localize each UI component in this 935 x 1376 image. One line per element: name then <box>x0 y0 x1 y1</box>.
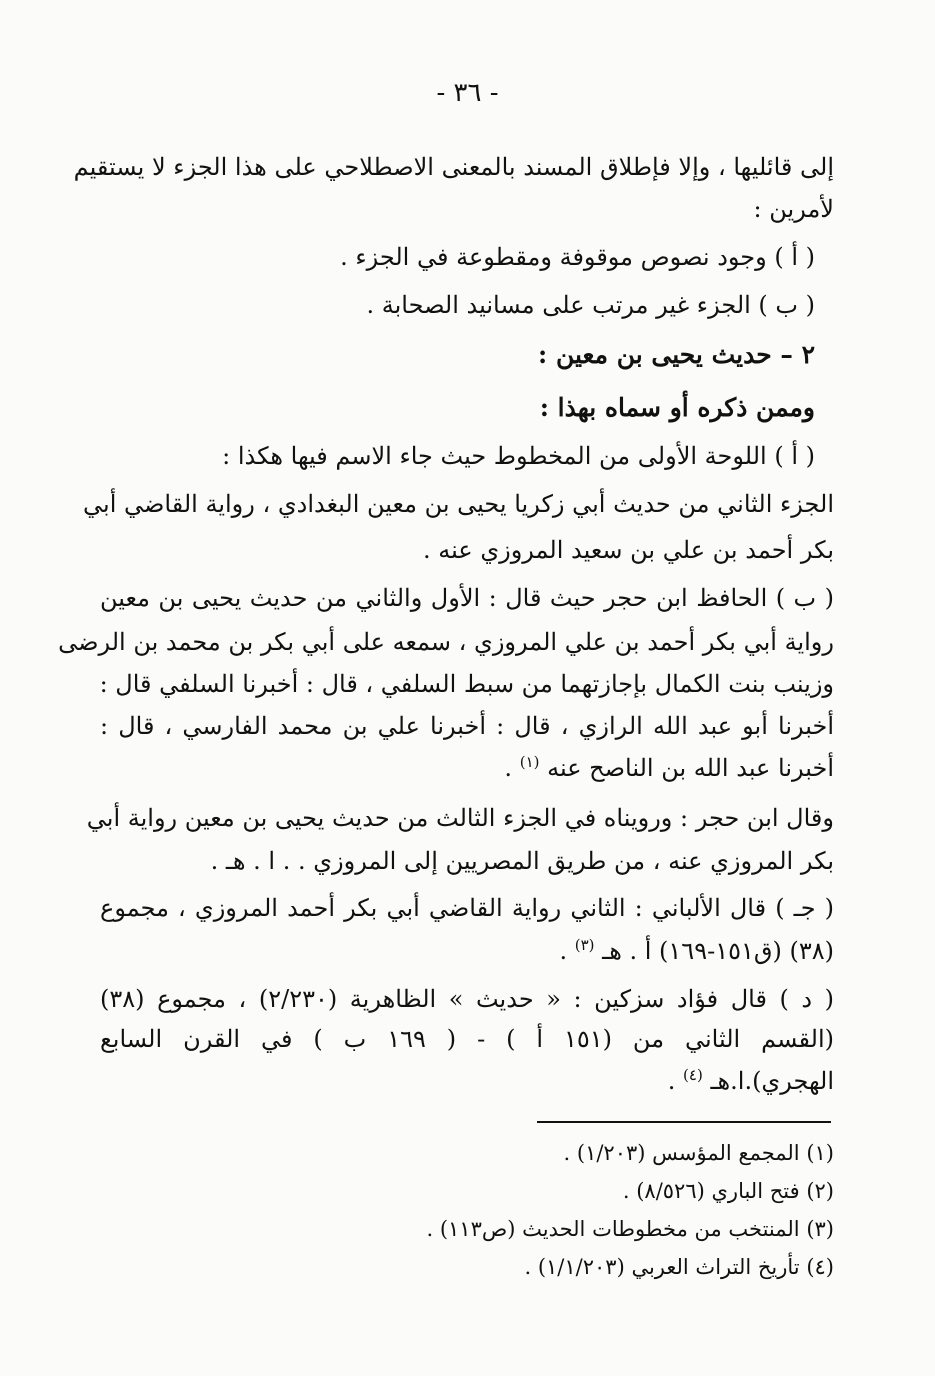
line-end: . <box>559 937 568 965</box>
text-line: بكر أحمد بن علي بن سعيد المروزي عنه . <box>423 536 834 564</box>
footnote-divider <box>537 1121 831 1123</box>
text-line: رواية أبي بكر أحمد بن علي المروزي ، سمعه على أبي بكر بن محمد بن الرضى <box>58 628 834 656</box>
text-line: الجزء الثاني من حديث أبي زكريا يحيى بن معين البغدادي ، رواية القاضي أبي <box>83 490 834 518</box>
page-number: - ٣٦ - <box>436 78 499 108</box>
footnote: (٣) المنتخب من مخطوطات الحديث (ص١١٣) . <box>426 1217 834 1241</box>
text-line: أخبرنا أبو عبد الله الرازي ، قال : أخبرنا علي بن محمد الفارسي ، قال : <box>100 712 834 740</box>
line-text: الهجري).ا.هـ <box>710 1067 834 1095</box>
text-line: (القسم الثاني من (١٥١ أ ) - ( ١٦٩ ب ) في القرن السابع <box>100 1025 834 1053</box>
list-item: ( ب ) الجزء غير مرتب على مسانيد الصحابة . <box>366 291 815 319</box>
footnote-ref: (١) <box>519 753 540 771</box>
section-heading: ٢ – حديث يحيى بن معين : <box>538 340 815 369</box>
list-item: ( أ ) وجود نصوص موقوفة ومقطوعة في الجزء . <box>340 243 815 271</box>
line-text: أخبرنا عبد الله بن الناصح عنه <box>547 754 834 782</box>
text-line: وقال ابن حجر : ورويناه في الجزء الثالث من حديث يحيى بن معين رواية أبي <box>86 804 834 832</box>
text-line: وزينب بنت الكمال بإجازتهما من سبط السلفي ، قال : أخبرنا السلفي قال : <box>99 670 834 698</box>
footnote-ref: (٣) <box>574 936 595 954</box>
text-line: ( د ) قال فؤاد سزكين : « حديث » الظاهرية (٢/٢٣٠) ، مجموع (٣٨) <box>100 985 834 1013</box>
footnote: (٢) فتح الباري (٨/٥٢٦) . <box>622 1179 834 1203</box>
text-line: ( ب ) الحافظ ابن حجر حيث قال : الأول والثاني من حديث يحيى بن معين <box>100 584 834 612</box>
footnote: (٤) تأريخ التراث العربي (١/١/٢٠٣) . <box>524 1255 834 1279</box>
text-line: ( جـ ) قال الألباني : الثاني رواية القاضي أبي بكر أحمد المروزي ، مجموع <box>100 894 834 922</box>
text-line <box>504 755 834 780</box>
list-item: ( أ ) اللوحة الأولى من المخطوط حيث جاء الاسم فيها هكذا : <box>222 442 815 470</box>
text-line: إلى قائليها ، وإلا فإطلاق المسند بالمعنى الاصطلاحي على هذا الجزء لا يستقيم <box>73 153 834 181</box>
line-text: (٣٨) (ق١٥١-١٦٩) أ . هـ <box>602 937 834 965</box>
text-line <box>668 1068 834 1093</box>
footnote-ref: (٤) <box>683 1066 703 1084</box>
line-end: . <box>504 754 513 782</box>
text-line <box>559 938 834 963</box>
footnote: (١) المجمع المؤسس (١/٢٠٣) . <box>563 1141 834 1165</box>
text-line: بكر المروزي عنه ، من طريق المصريين إلى المروزي . . ا . هـ . <box>210 847 834 875</box>
subheading: وممن ذكره أو سماه بهذا : <box>539 393 815 422</box>
line-end: . <box>667 1067 676 1095</box>
text-line: لأمرين : <box>753 195 834 223</box>
